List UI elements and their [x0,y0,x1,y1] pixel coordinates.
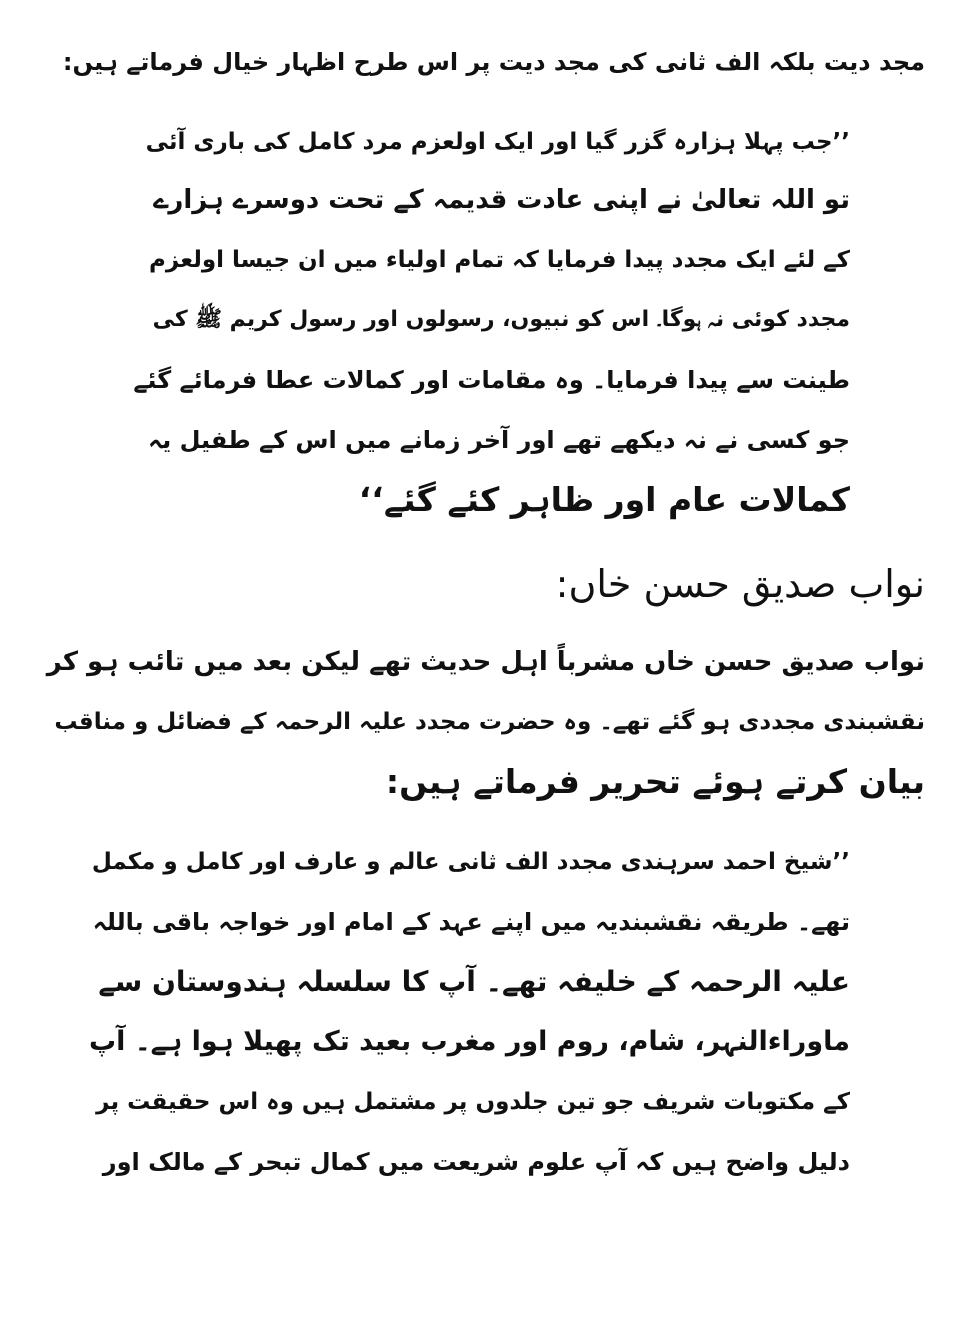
quote1-line-6: جو کسی نے نہ دیکھے تھے اور آخر زمانے میں اس کے طفیل یہ [148,426,850,454]
quote1-line-4: مجدد کوئی نہ ہوگا۔ اس کو نبیوں، رسولوں اور رسول کریم ﷺ کی [152,307,850,332]
quote1-line-7: کمالات عام اور ظاہر کئے گئے‘‘ [358,480,850,519]
quote2-line-6: دلیل واضح ہیں کہ آپ علوم شریعت میں کمال تبحر کے مالک اور [102,1148,850,1176]
quote2-line-3: علیہ الرحمہ کے خلیفہ تھے۔ آپ کا سلسلہ ہندوستان سے [98,965,850,998]
quote2-line-5: کے مکتوبات شریف جو تین جلدوں پر مشتمل ہیں وہ اس حقیقت پر [96,1089,850,1115]
para-line-3: بیان کرتے ہوئے تحریر فرماتے ہیں: [385,762,925,801]
para-line-1: نواب صدیق حسن خاں مشرباً اہل حدیث تھے لیکن بعد میں تائب ہو کر [46,647,925,677]
quote1-line-3: کے لئے ایک مجدد پیدا فرمایا کہ تمام اولیاء میں ان جیسا اولعزم [149,247,850,273]
intro-line: مجد دیت بلکہ الف ثانی کی مجد دیت پر اس طرح اظہار خیال فرماتے ہیں: [62,48,925,76]
quote2-line-4: ماوراءالنہر، شام، روم اور مغرب بعید تک پھیلا ہوا ہے۔ آپ [89,1026,850,1057]
para-line-2: نقشبندی مجددی ہو گئے تھے۔ وہ حضرت مجدد علیہ الرحمہ کے فضائل و مناقب [54,709,925,735]
section-heading: نواب صدیق حسن خاں: [555,562,925,606]
quote2-line-2: تھے۔ طریقہ نقشبندیہ میں اپنے عہد کے امام اور خواجہ باقی باللہ [92,908,850,936]
quote1-line-5: طینت سے پیدا فرمایا۔ وہ مقامات اور کمالات عطا فرمائے گئے [133,366,850,394]
quote2-line-1: ’’شیخ احمد سرہندی مجدد الف ثانی عالم و عارف اور کامل و مکمل [91,849,850,875]
quote1-line-1: ’’جب پہلا ہزارہ گزر گیا اور ایک اولعزم مرد کامل کی باری آئی [145,129,850,155]
quote1-line-2: تو اللہ تعالیٰ نے اپنی عادت قدیمہ کے تحت دوسرے ہزارے [153,185,850,215]
